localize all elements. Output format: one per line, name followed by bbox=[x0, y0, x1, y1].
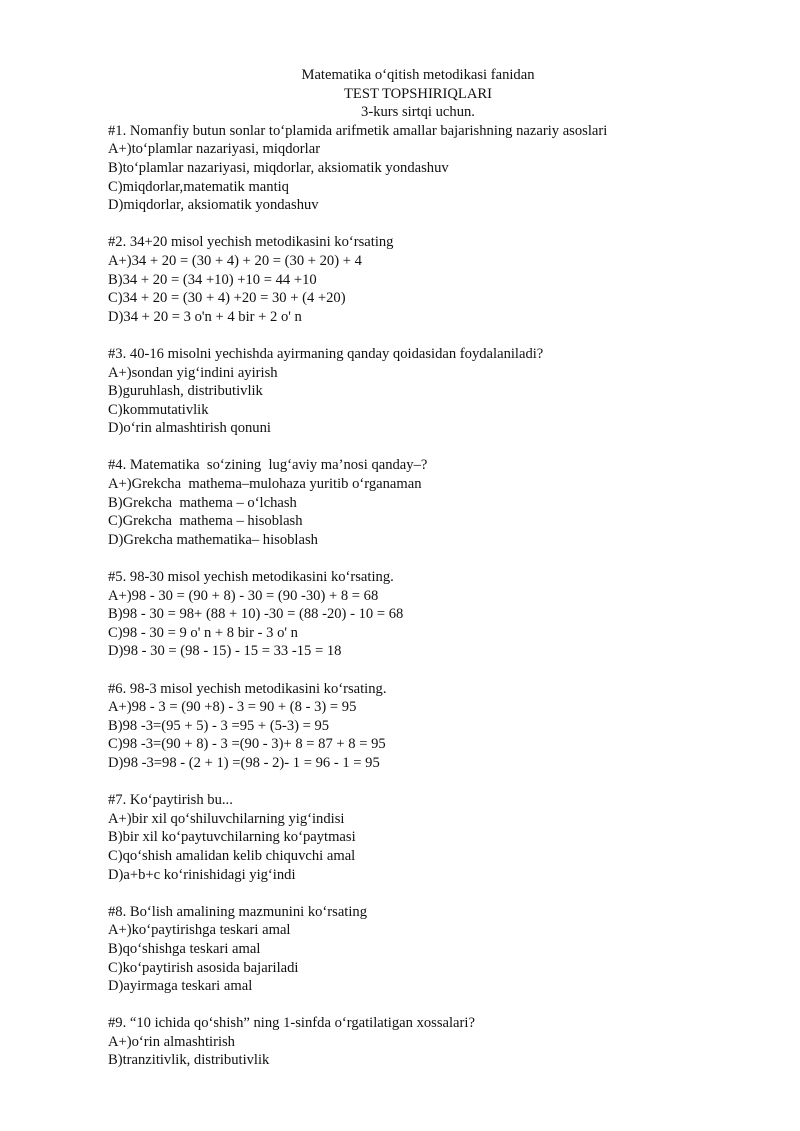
answer-option: D)Grekcha mathematika– hisoblash bbox=[108, 531, 318, 548]
answer-option: C)98 -3=(90 + 8) - 3 =(90 - 3)+ 8 = 87 + 8 = 95 bbox=[108, 736, 386, 753]
question-title: #2. 34+20 misol yechish metodikasini ko‘rsating bbox=[108, 234, 394, 251]
answer-option: B)bir xil ko‘paytuvchilarning ko‘paytmasi bbox=[108, 829, 356, 846]
header-subject: Matematika o‘qitish metodikasi fanidan bbox=[301, 67, 535, 83]
answer-option: C)98 - 30 = 9 o' n + 8 bir - 3 o' n bbox=[108, 624, 298, 641]
answer-option: B)tranzitivlik, distributivlik bbox=[108, 1052, 270, 1069]
answer-option: A+)98 - 3 = (90 +8) - 3 = 90 + (8 - 3) = 95 bbox=[108, 699, 357, 716]
question-4 bbox=[108, 456, 760, 549]
question-spacer bbox=[108, 773, 760, 792]
question-8 bbox=[108, 903, 760, 996]
answer-option: B)guruhlash, distributivlik bbox=[108, 383, 263, 400]
question-9 bbox=[108, 1014, 760, 1070]
answer-option: B)Grekcha mathema – o‘lchash bbox=[108, 494, 297, 511]
answer-option: D)o‘rin almashtirish qonuni bbox=[108, 420, 271, 437]
answer-option: C)kommutativlik bbox=[108, 401, 209, 418]
answer-option: D)miqdorlar, aksiomatik yondashuv bbox=[108, 197, 319, 214]
answer-option: A+)bir xil qo‘shiluvchilarning yig‘indisi bbox=[108, 810, 345, 827]
question-title: #5. 98-30 misol yechish metodikasini ko‘rsating. bbox=[108, 569, 394, 586]
answer-option: B)98 - 30 = 98+ (88 + 10) -30 = (88 -20) - 10 = 68 bbox=[108, 606, 404, 623]
answer-option: C)Grekcha mathema – hisoblash bbox=[108, 513, 303, 530]
answer-option: D)ayirmaga teskari amal bbox=[108, 978, 253, 995]
answer-option: B)98 -3=(95 + 5) - 3 =95 + (5-3) = 95 bbox=[108, 717, 330, 734]
question-spacer bbox=[108, 215, 760, 234]
question-title: #1. Nomanfiy butun sonlar to‘plamida arifmetik amallar bajarishning nazariy asoslari bbox=[108, 122, 608, 139]
answer-option: A+)98 - 30 = (90 + 8) - 30 = (90 -30) + 8 = 68 bbox=[108, 587, 379, 604]
answer-option: A+)34 + 20 = (30 + 4) + 20 = (30 + 20) + 4 bbox=[108, 252, 362, 269]
answer-option: C)34 + 20 = (30 + 4) +20 = 30 + (4 +20) bbox=[108, 290, 346, 307]
answer-option: A+)sondan yig‘indini ayirish bbox=[108, 364, 278, 381]
question-title: #4. Matematika so‘zining lug‘aviy ma’nosi qanday–? bbox=[108, 457, 428, 474]
answer-option: A+)ko‘paytirishga teskari amal bbox=[108, 922, 291, 939]
answer-option: C)ko‘paytirish asosida bajariladi bbox=[108, 959, 299, 976]
header-title: TEST TOPSHIRIQLARI bbox=[344, 85, 492, 102]
question-spacer bbox=[108, 884, 760, 903]
question-title: #9. “10 ichida qo‘shish” ning 1-sinfda o‘rgatilatigan xossalari? bbox=[108, 1015, 475, 1032]
question-5 bbox=[108, 568, 760, 661]
answer-option: A+)to‘plamlar nazariyasi, miqdorlar bbox=[108, 141, 321, 158]
question-spacer bbox=[108, 438, 760, 457]
question-title: #3. 40-16 misolni yechishda ayirmaning qanday qoidasidan foydalaniladi? bbox=[108, 345, 544, 362]
question-spacer bbox=[108, 549, 760, 568]
answer-option: B)34 + 20 = (34 +10) +10 = 44 +10 bbox=[108, 271, 317, 288]
answer-option: A+)Grekcha mathema–mulohaza yuritib o‘rganaman bbox=[108, 476, 422, 493]
document-header bbox=[108, 66, 728, 122]
question-2 bbox=[108, 233, 760, 326]
question-7 bbox=[108, 791, 760, 884]
answer-option: D)34 + 20 = 3 o'n + 4 bir + 2 o' n bbox=[108, 308, 302, 325]
answer-option: B)to‘plamlar nazariyasi, miqdorlar, aksiomatik yondashuv bbox=[108, 159, 449, 176]
question-1 bbox=[108, 122, 760, 215]
question-3 bbox=[108, 345, 760, 438]
header-course: 3-kurs sirtqi uchun. bbox=[361, 104, 475, 121]
question-spacer bbox=[108, 661, 760, 680]
answer-option: C)miqdorlar,matematik mantiq bbox=[108, 178, 289, 195]
answer-option: C)qo‘shish amalidan kelib chiquvchi amal bbox=[108, 847, 356, 864]
question-list bbox=[108, 122, 760, 1070]
answer-option: D)98 -3=98 - (2 + 1) =(98 - 2)- 1 = 96 - 1 = 95 bbox=[108, 754, 380, 771]
question-title: #7. Ko‘paytirish bu... bbox=[108, 792, 233, 809]
answer-option: B)qo‘shishga teskari amal bbox=[108, 940, 261, 957]
question-spacer bbox=[108, 326, 760, 345]
answer-option: D)98 - 30 = (98 - 15) - 15 = 33 -15 = 18 bbox=[108, 643, 342, 660]
answer-option: A+)o‘rin almashtirish bbox=[108, 1033, 235, 1050]
question-spacer bbox=[108, 996, 760, 1015]
question-title: #6. 98-3 misol yechish metodikasini ko‘rsating. bbox=[108, 680, 387, 697]
question-6 bbox=[108, 680, 760, 773]
question-title: #8. Bo‘lish amalining mazmunini ko‘rsating bbox=[108, 903, 368, 920]
answer-option: D)a+b+c ko‘rinishidagi yig‘indi bbox=[108, 866, 296, 883]
